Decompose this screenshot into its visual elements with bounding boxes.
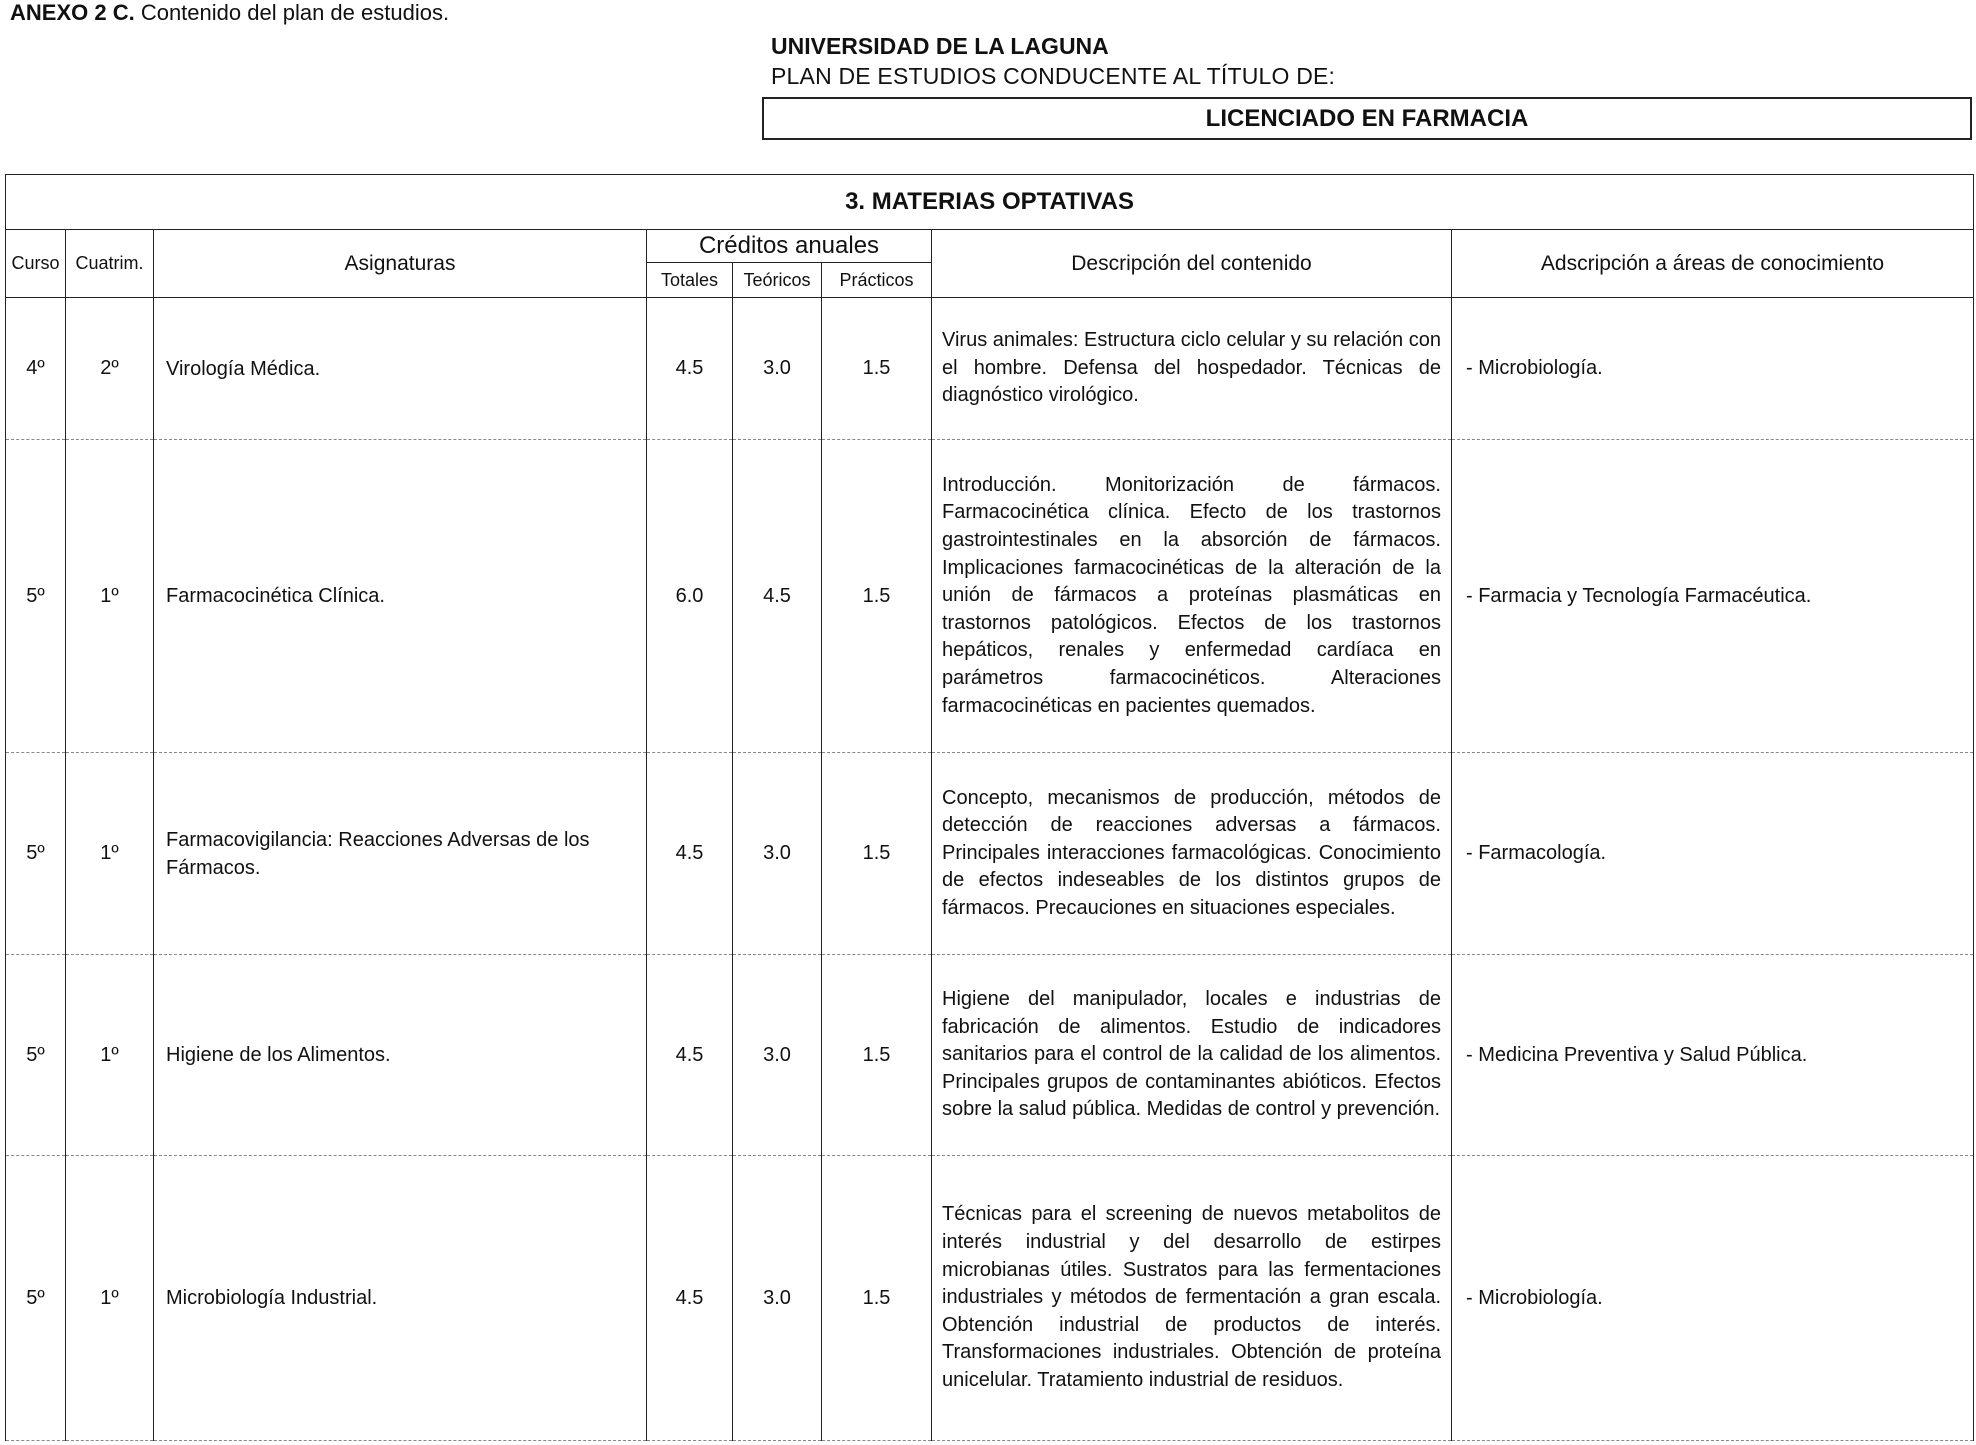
cell-curso: 5º [6,955,66,1156]
cell-asignatura: Farmacocinética Clínica. [154,440,647,753]
cell-area: - Microbiología. [1452,298,1974,440]
cell-practicos: 1.5 [822,1156,932,1441]
cell-descripcion: Introducción. Monitorización de fármacos. Farmacocinética clínica. Efecto de los trastornos gastrointestinales en la absorción de fármacos. Implicaciones farmacocinéticas de la alteración de la unión de fármacos a proteínas plasmáticas en trastornos patológicos. Efectos de los trastornos hepáticos, renales y enfermedad cardíaca en parámetros farmacocinéticos. Alteraciones farmacocinéticas en pacientes quemados. [932,440,1452,753]
cell-totales: 4.5 [647,1156,733,1441]
cell-descripcion: Técnicas para el screening de nuevos metabolitos de interés industrial y del desarrollo de estirpes microbianas útiles. Sustratos para las fermentaciones industriales y métodos de fermentación a gran escala. Obtención industrial de productos de interés. Transformaciones industriales. Obtención de proteína unicelular. Tratamiento industrial de residuos. [932,1156,1452,1441]
cell-asignatura: Virología Médica. [154,298,647,440]
col-header-descripcion: Descripción del contenido [932,230,1452,298]
col-header-creditos: Créditos anuales [647,230,932,263]
header-row [6,230,1974,263]
plan-line: PLAN DE ESTUDIOS CONDUCENTE AL TÍTULO DE: [771,63,1336,89]
cell-descripcion: Virus animales: Estructura ciclo celular y su relación con el hombre. Defensa del hospedador. Técnicas de diagnóstico virológico. [932,298,1452,440]
cell-curso: 5º [6,1156,66,1441]
cell-teoricos: 4.5 [733,440,822,753]
table-row [6,955,1974,1156]
cell-teoricos: 3.0 [733,298,822,440]
cell-practicos: 1.5 [822,753,932,955]
col-header-adscripcion: Adscripción a áreas de conocimiento [1452,230,1974,298]
cell-teoricos: 3.0 [733,955,822,1156]
cell-cuatrim: 2º [66,298,154,440]
cell-totales: 4.5 [647,753,733,955]
col-header-curso: Curso [6,230,66,298]
cell-descripcion: Higiene del manipulador, locales e industrias de fabricación de alimentos. Estudio de indicadores sanitarios para el control de la calidad de los alimentos. Principales grupos de contaminantes abióticos. Efectos sobre la salud pública. Medidas de control y prevención. [932,955,1452,1156]
col-header-practicos: Prácticos [822,263,932,298]
table-row [6,298,1974,440]
cell-asignatura: Farmacovigilancia: Reacciones Adversas de los Fármacos. [154,753,647,955]
cell-cuatrim: 1º [66,440,154,753]
cell-practicos: 1.5 [822,440,932,753]
cell-descripcion: Concepto, mecanismos de producción, métodos de detección de reacciones adversas a fármacos. Principales interacciones farmacológicas. Conocimiento de efectos indeseables de los distintos grupos de fármacos. Precauciones en situaciones especiales. [932,753,1452,955]
cell-area: - Farmacología. [1452,753,1974,955]
cell-curso: 4º [6,298,66,440]
cell-area: - Microbiología. [1452,1156,1974,1441]
col-header-cuatrim: Cuatrim. [66,230,154,298]
cell-teoricos: 3.0 [733,753,822,955]
degree-title-box [762,97,1972,140]
cell-cuatrim: 1º [66,753,154,955]
cell-totales: 6.0 [647,440,733,753]
annex-heading [10,0,449,26]
cell-cuatrim: 1º [66,1156,154,1441]
cell-curso: 5º [6,440,66,753]
optional-subjects-table [5,174,1974,1441]
table-row [6,1156,1974,1441]
annex-label: ANEXO 2 C. [10,0,135,25]
cell-area: - Farmacia y Tecnología Farmacéutica. [1452,440,1974,753]
cell-cuatrim: 1º [66,955,154,1156]
col-header-teoricos: Teóricos [733,263,822,298]
table-row [6,440,1974,753]
cell-practicos: 1.5 [822,298,932,440]
col-header-asignaturas: Asignaturas [154,230,647,298]
cell-asignatura: Microbiología Industrial. [154,1156,647,1441]
university-name: UNIVERSIDAD DE LA LAGUNA [771,33,1109,59]
cell-teoricos: 3.0 [733,1156,822,1441]
cell-curso: 5º [6,753,66,955]
degree-title: LICENCIADO EN FARMACIA [1205,104,1529,132]
cell-practicos: 1.5 [822,955,932,1156]
annex-text: Contenido del plan de estudios. [140,0,450,25]
section-title: 3. MATERIAS OPTATIVAS [6,175,1974,230]
cell-totales: 4.5 [647,955,733,1156]
cell-asignatura: Higiene de los Alimentos. [154,955,647,1156]
cell-totales: 4.5 [647,298,733,440]
cell-area: - Medicina Preventiva y Salud Pública. [1452,955,1974,1156]
col-header-totales: Totales [647,263,733,298]
table-row [6,753,1974,955]
